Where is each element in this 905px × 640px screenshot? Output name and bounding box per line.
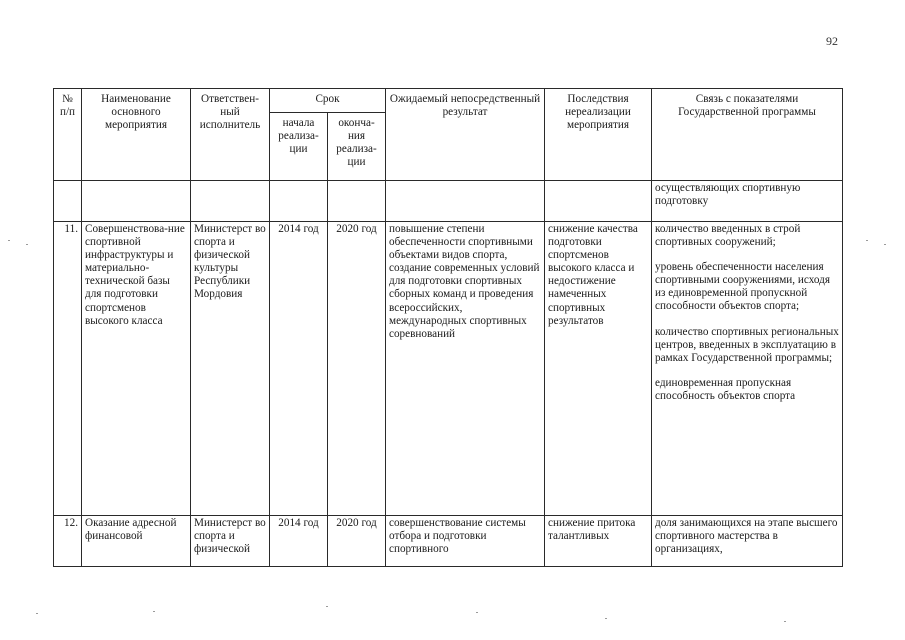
scan-speck xyxy=(36,613,38,614)
row-expected: повышение степени обеспеченности спортивными объектами видов спорта, создание современных условий для подготовки спортивных сборных команд и проведения всероссийских, международных спортивных соревнований xyxy=(386,222,545,516)
table-row xyxy=(54,222,843,516)
header-name: Наименование основного мероприятия xyxy=(82,89,191,181)
row-start: 2014 год xyxy=(270,222,328,516)
row-name: Совершенствова-ние спортивной инфраструктуры и материально-технической базы для подготовки спортсменов высокого класса xyxy=(82,222,191,516)
row-num: 11. xyxy=(54,222,82,516)
header-consequences: Последствия нереализации мероприятия xyxy=(545,89,652,181)
indicator-text: уровень обеспеченности населения спортивными сооружениями, исходя из единовременной пропускной способности объектов спорта; xyxy=(655,261,830,313)
scan-speck xyxy=(8,240,10,241)
indicator-text: единовременная пропускная способность объектов спорта xyxy=(655,376,796,402)
row-end: 2020 год xyxy=(328,222,386,516)
scan-speck xyxy=(866,240,868,241)
row-link xyxy=(652,222,843,516)
scan-speck xyxy=(476,612,478,613)
cont-link: осуществляющих спортивную подготовку xyxy=(652,181,843,222)
cont-consequences xyxy=(545,181,652,222)
continuation-row xyxy=(54,181,843,222)
program-activities-table xyxy=(53,88,843,567)
scan-speck xyxy=(605,618,607,619)
row-end: 2020 год xyxy=(328,516,386,567)
header-term: Срок xyxy=(270,89,386,113)
row-name: Оказание адресной финансовой xyxy=(82,516,191,567)
indicator-text: количество спортивных региональных центров, введенных в эксплуатацию в рамках Государственной программы; xyxy=(655,325,839,364)
header-link: Связь с показателями Государственной программы xyxy=(652,89,843,181)
header-term-end: оконча-ния реализа-ции xyxy=(328,113,386,181)
cont-expected xyxy=(386,181,545,222)
row-responsible: Министерст во спорта и физической культуры Республики Мордовия xyxy=(191,222,270,516)
scan-speck xyxy=(153,611,155,612)
scan-speck xyxy=(326,606,328,607)
header-responsible: Ответствен-ный исполнитель xyxy=(191,89,270,181)
cont-num xyxy=(54,181,82,222)
scan-speck xyxy=(26,244,28,245)
row-expected: совершенствование системы отбора и подготовки спортивного xyxy=(386,516,545,567)
row-responsible: Министерст во спорта и физической xyxy=(191,516,270,567)
row-start: 2014 год xyxy=(270,516,328,567)
header-num: № п/п xyxy=(54,89,82,181)
row-consequences: снижение качества подготовки спортсменов высокого класса и недостижение намеченных спортивных результатов xyxy=(545,222,652,516)
header-row xyxy=(54,89,843,113)
row-num: 12. xyxy=(54,516,82,567)
cont-end xyxy=(328,181,386,222)
scan-speck xyxy=(884,244,886,245)
row-link xyxy=(652,516,843,567)
indicator-text: доля занимающихся на этапе высшего спортивного мастерства в организациях, xyxy=(655,517,838,556)
scan-speck xyxy=(784,621,786,622)
indicator-text: количество введенных в строй спортивных сооружений; xyxy=(655,223,801,249)
header-expected: Ожидаемый непосредственный результат xyxy=(386,89,545,181)
row-consequences: снижение притока талантливых xyxy=(545,516,652,567)
page-number: 92 xyxy=(826,34,838,48)
cont-start xyxy=(270,181,328,222)
table-row xyxy=(54,516,843,567)
header-term-start: начала реализа-ции xyxy=(270,113,328,181)
cont-name xyxy=(82,181,191,222)
cont-responsible xyxy=(191,181,270,222)
